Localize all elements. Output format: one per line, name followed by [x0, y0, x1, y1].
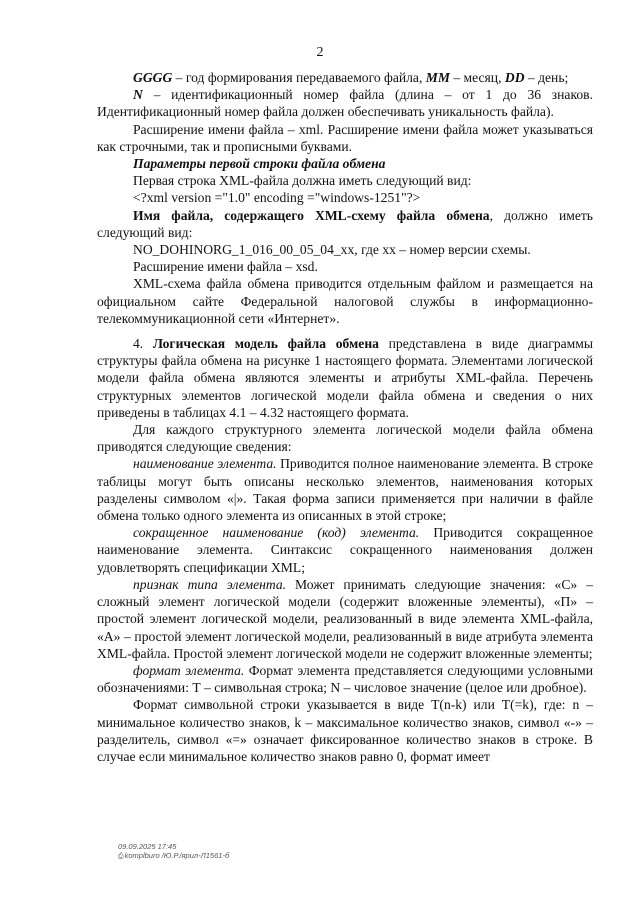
paragraph-schema-name	[97, 207, 593, 241]
term-dd: DD	[504, 70, 525, 85]
paragraph-logical-model	[97, 335, 593, 421]
text-segment: – день;	[524, 70, 569, 85]
paragraph-extension: Расширение имени файла – xml. Расширение имени файла может указываться как строчными, так и прописными буквами.	[97, 121, 593, 154]
term-gggg: GGGG	[133, 70, 173, 85]
print-footer	[118, 842, 229, 861]
text-segment: Приводится сокращенное наименование элемента. Синтаксис сокращенного наименования должен удовлетворять спецификации XML;	[97, 525, 594, 575]
paragraph-element-name	[97, 455, 593, 524]
paragraph-element-info: Для каждого структурного элемента логической модели файла обмена приводятся следующие сведения:	[97, 422, 593, 455]
section-heading: Параметры первой строки файла обмена	[133, 156, 386, 172]
footer-date: 09.09.2025 17:45	[118, 842, 177, 851]
paragraph-file-id	[97, 86, 593, 120]
text-segment: Может принимать следующие значения: «С» – сложный элемент логической модели (содержит вложенные элементы), «П» – простой элемент логической модели, реализованный в виде элемента XML-файла, «А» – простой элемент логической модели, реализованный в виде атрибута элемента XML-файла. Простой элемент логической модели не содержит вложенные элементы;	[97, 576, 593, 661]
printer-icon: ⎙	[118, 853, 124, 860]
paragraph-element-code	[97, 524, 593, 576]
paragraph-element-format	[97, 662, 593, 696]
text-segment: – месяц,	[449, 70, 505, 85]
xml-declaration: <?xml version ="1.0" encoding ="windows-1251"?>	[133, 190, 421, 206]
item-number: 4.	[133, 336, 153, 352]
term-mm: MM	[425, 70, 450, 85]
footer-path: komplburo /Ю.Р./ярил-Л1561-б	[124, 851, 230, 860]
term-element-format: формат элемента.	[133, 662, 245, 678]
paragraph-string-format: Формат символьной строки указывается в виде Т(n-k) или Т(=k), где: n – минимальное количество знаков, k – максимальное количество знаков, символ «-» – разделитель, символ «=» означает фиксированное количество знаков в строке. В случае если минимальное количество знаков равно 0, формат имеет	[97, 697, 593, 764]
term-n: N	[133, 87, 143, 103]
paragraph-element-type	[97, 576, 593, 662]
page-number: 2	[316, 45, 324, 60]
document-body	[97, 69, 593, 765]
text-segment: Формат элемента представляется следующими условными обозначениями: Т – символьная строка; N – числовое значение (целое или дробное).	[97, 662, 594, 696]
schema-name-heading: Имя файла, содержащего XML-схему файла обмена	[133, 207, 490, 223]
spacer	[97, 327, 593, 335]
paragraph-first-line: Первая строка XML-файла должна иметь следующий вид:	[133, 173, 472, 189]
schema-file-name: NO_DOHINORG_1_016_00_05_04_xx, где хх – номер версии схемы.	[133, 242, 531, 258]
text-segment: , должно иметь следующий вид:	[97, 207, 593, 240]
schema-extension: Расширение имени файла – xsd.	[133, 259, 318, 275]
term-element-name: наименование элемента.	[133, 456, 277, 472]
logical-model-heading: Логическая модель файла обмена	[152, 336, 379, 352]
footer-path-line	[118, 851, 229, 861]
text-segment: – год формирования передаваемого файла,	[172, 70, 426, 85]
term-element-type: признак типа элемента.	[133, 576, 287, 592]
paragraph-schema-location: XML-схема файла обмена приводится отдельным файлом и размещается на официальном сайте Федеральной налоговой службы в информационно-телекоммуникационной сети «Интернет».	[97, 276, 593, 326]
text-segment: Приводится полное наименование элемента. В строке таблицы могут быть описаны несколько элементов, наименования которых разделены символом «|». Такая форма записи применяется при наличии в файле обмена только одного элемента из описанных в этой строке;	[97, 456, 593, 524]
text-segment: – идентификационный номер файла (длина – от 1 до 36 знаков. Идентификационный номер файла должен обеспечивать уникальность файла).	[97, 87, 593, 120]
text-segment: представлена в виде диаграммы структуры файла обмена на рисунке 1 настоящего формата. Элементами логической модели файла обмена являются элементы и атрибуты XML-файла. Перечень структурных элементов логической модели файла обмена и сведения о них приведены в таблицах 4.1 – 4.32 настоящего формата.	[97, 336, 593, 420]
paragraph-date-format	[97, 69, 593, 86]
term-element-code: сокращенное наименование (код) элемента.	[133, 525, 420, 541]
